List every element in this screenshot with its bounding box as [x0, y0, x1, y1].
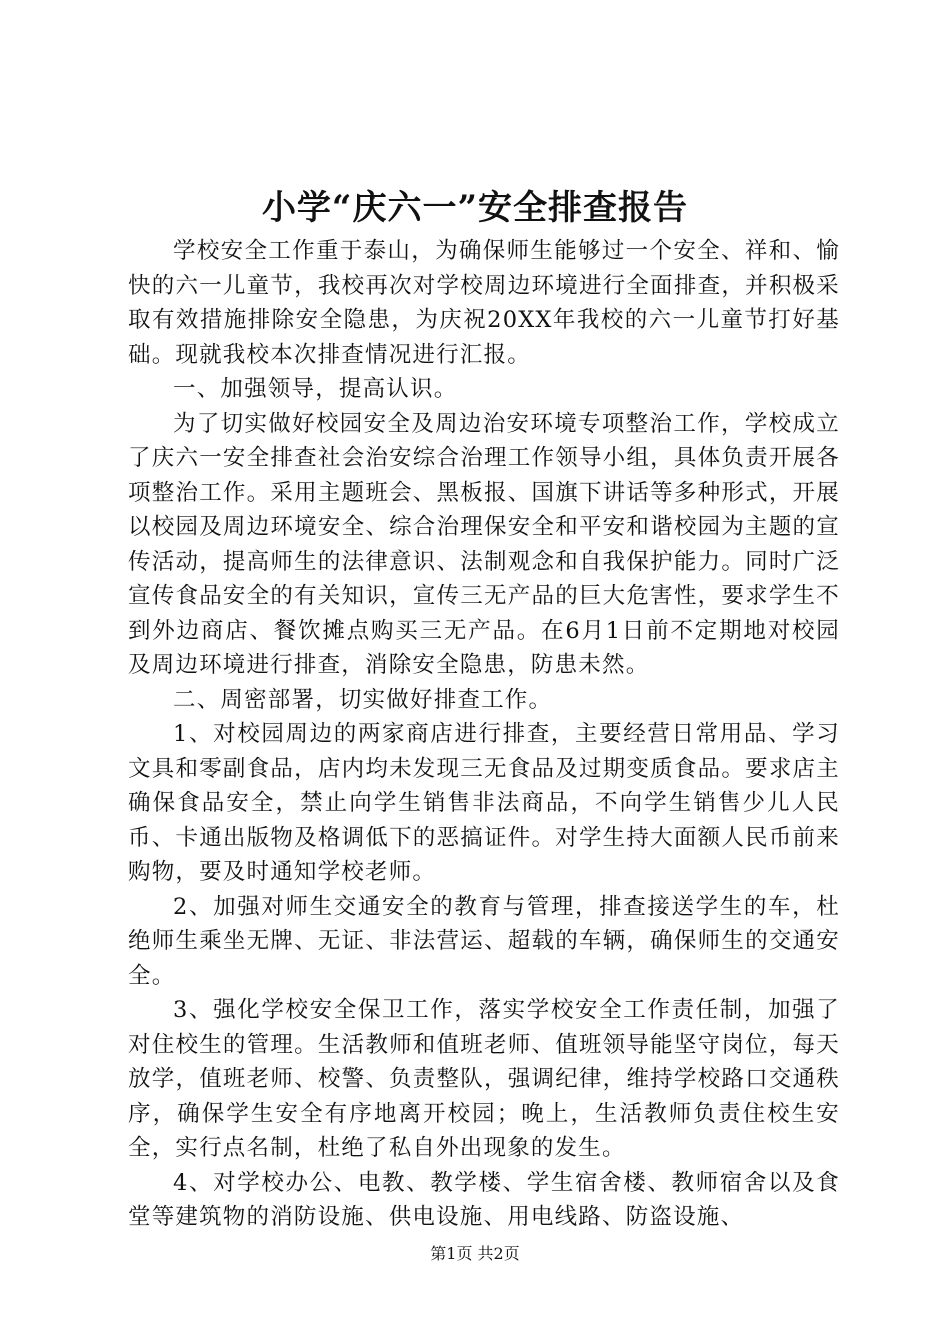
document-title: 小学“庆六一”安全排查报告 [261, 188, 689, 228]
section-1-paragraph: 为了切实做好校园安全及周边治安环境专项整治工作，学校成立了庆六一安全排查社会治安综合治理工作领导小组，具体负责开展各项整治工作。采用主题班会、黑板报、国旗下讲话等多种形式，开展以校园及周边环境安全、综合治理保安全和平安和谐校园为主题的宣传活动，提高师生的法律意识、法制观念和自我保护能力。同时广泛宣传食品安全的有关知识，宣传三无产品的巨大危害性，要求学生不到外边商店、餐饮摊点购买三无产品。在6月1日前不定期地对校园及周边环境进行排查，消除安全隐患，防患未然。 [128, 410, 840, 678]
item-2-paragraph: 2、加强对师生交通安全的教育与管理，排查接送学生的车，杜绝师生乘坐无牌、无证、非法营运、超载的车辆，确保师生的交通安全。 [128, 893, 840, 989]
section-heading-2: 二、周密部署，切实做好排查工作。 [173, 686, 553, 713]
intro-paragraph: 学校安全工作重于泰山，为确保师生能够过一个安全、祥和、愉快的六一儿童节，我校再次对学校周边环境进行全面排查，并积极采取有效措施排除安全隐患，为庆祝20XX年我校的六一儿童节打好基础。现就我校本次排查情况进行汇报。 [128, 238, 840, 368]
item-3-paragraph: 3、强化学校安全保卫工作，落实学校安全工作责任制，加强了对住校生的管理。生活教师和值班老师、值班领导能坚守岗位，每天放学，值班老师、校警、负责整队，强调纪律，维持学校路口交通秩序，确保学生安全有序地离开校园；晚上，生活教师负责住校生安全，实行点名制，杜绝了私自外出现象的发生。 [128, 997, 840, 1161]
section-heading-1: 一、加强领导，提高认识。 [173, 376, 458, 402]
page-number-footer: 第1页 共2页 [430, 1244, 520, 1263]
document-body [128, 234, 840, 1235]
item-4-paragraph: 4、对学校办公、电教、教学楼、学生宿舍楼、教师宿舍以及食堂等建筑物的消防设施、供电设施、用电线路、防盗设施、 [128, 1169, 840, 1230]
item-1-paragraph: 1、对校园周边的两家商店进行排查，主要经营日常用品、学习文具和零副食品，店内均未发现三无食品及过期变质食品。要求店主确保食品安全，禁止向学生销售非法商品，不向学生销售少儿人民币、卡通出版物及格调低下的恶搞证件。对学生持大面额人民币前来购物，要及时通知学校老师。 [128, 721, 840, 885]
